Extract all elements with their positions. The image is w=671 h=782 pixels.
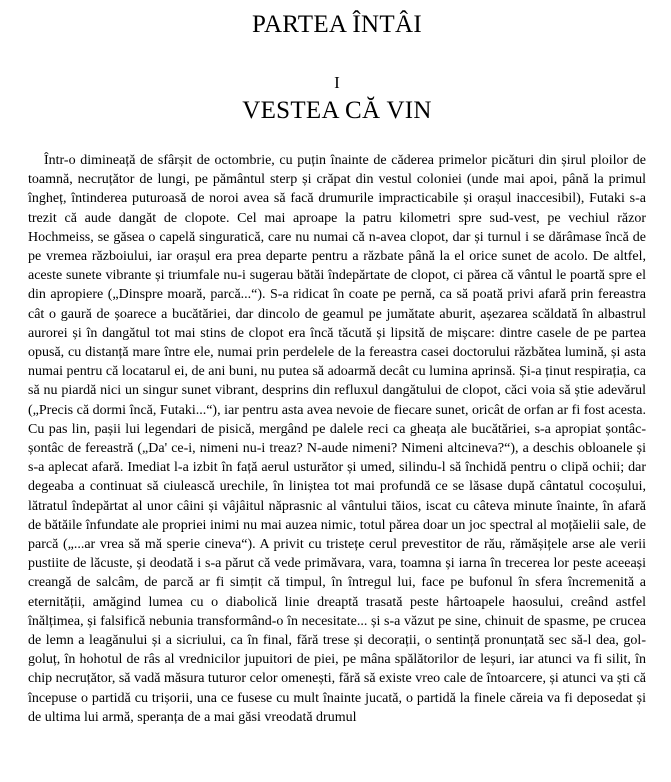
body-paragraph: Într-o dimineață de sfârșit de octombrie, cu puțin înainte de căderea primelor picături din șirul ploilor de toamnă, necruțător de lungi, pe pământul sterp și crăpat din vestul coloniei (unde mai apoi, până la primul îngheț, întinderea puturoasă de noroi avea să facă drumurile impracticabile și orașul inaccesibil), Futaki s-a trezit că aude dangăt de clopote. Cel mai aproape la patru kilometri spre sud-vest, pe vechiul răzor Hochmeiss, se găsea o capelă singuratică, care nu numai că n-avea clopot, dar și turnul i se dărâmase încă de pe vremea războiului, iar orașul era prea departe pentru a răzbate până la el orice sunet de acolo. De altfel, aceste sunete vibrante și triumfale nu-i sugerau bătăi îndepărtate de clopot, ci părea că vântul le poartă spre el din apropiere („Dinspre moară, parcă...“). S-a ridicat în coate pe pernă, ca să poată privi afară prin fereastra cât o gaură de șoarece a bucătăriei, dar dincolo de geamul pe jumătate aburit, așezarea scăldată în albastrul aurorei și în dangătul tot mai stins de clopot era încă tăcută și lipsită de mișcare: dintre casele de pe partea opusă, cu distanță mare între ele, numai prin perdelele de la fereastra casei doctorului răzbătea lumină, și asta numai pentru că locatarul ei, de ani buni, nu putea să adoarmă decât cu lumina aprinsă. Și-a ținut respirația, ca să nu piardă nici un singur sunet vibrant, desprins din refluxul dangătului de clopot, căci voia să știe adevărul („Precis că dormi încă, Futaki...“), iar pentru asta avea nevoie de fiecare sunet, oricât de orfan ar fi fost acesta. Cu pas lin, pașii lui legendari de pisică, mergând pe dalele reci ca gheața ale bucătăriei, s-a apropiat șontâc-șontâc de fereastră („Da' ce-i, nimeni nu-i treaz? N-aude nimeni? Nimeni altcineva?“), a deschis obloanele și s-a aplecat afară. Imediat l-a izbit în față aerul usturător și umed, silindu-l să închidă pentru o clipă ochii; dar degeaba a continuat să ciulească urechile, în liniștea tot mai profundă ce se lăsase după cântatul cocoșului, lătratul îndepărtat al unor câini și vâjâitul năprasnic al vântului tăios, iscat cu câteva minute înainte, în afară de bătăile înfundate ale propriei inimi nu mai auzea nimic, totul părea doar un joc spectral al moțăielii sale, de parcă („...ar vrea să mă sperie cineva“). A privit cu tristețe cerul prevestitor de rău, rămășițele arse ale verii pustiite de lăcuste, și deodată i s-a părut că vede primăvara, vara, toamna și iarna în trecerea lor peste aceeași creangă de salcâm, de parcă ar fi simțit că timpul, în întregul lui, face pe bufonul în sfera încremenită a eternității, amăgind lumea cu o diabolică linie dreaptă trasată peste hârtoapele haosului, creând astfel înălțimea, și falsifică nebunia transformând-o în necesitate... și s-a văzut pe sine, chinuit de spasme, pe crucea de lemn a leagănului și a sicriului, ca în final, fără trese și decorații, o sentință pronunțată sec să-l dea, gol-goluț, în hohotul de râs al vrednicilor jupuitori de piei, pe mâna spălătorilor de leșuri, iar atunci va fi silit, în chip necruțător, să vadă măsura tuturor celor omenești, fără să existe vreo cale de întoarcere, și atunci va ști că începuse o partidă cu trișorii, una ce fusese cu mult înainte jucată, o partidă la finele căreia va fi deposedat și de ultima lui armă, speranța de a mai găsi vreodată drumul: [28, 153, 646, 725]
chapter-number: I: [334, 73, 340, 92]
part-title: PARTEA ÎNTÂI: [252, 11, 422, 38]
chapter-title: VESTEA CĂ VIN: [242, 97, 432, 124]
